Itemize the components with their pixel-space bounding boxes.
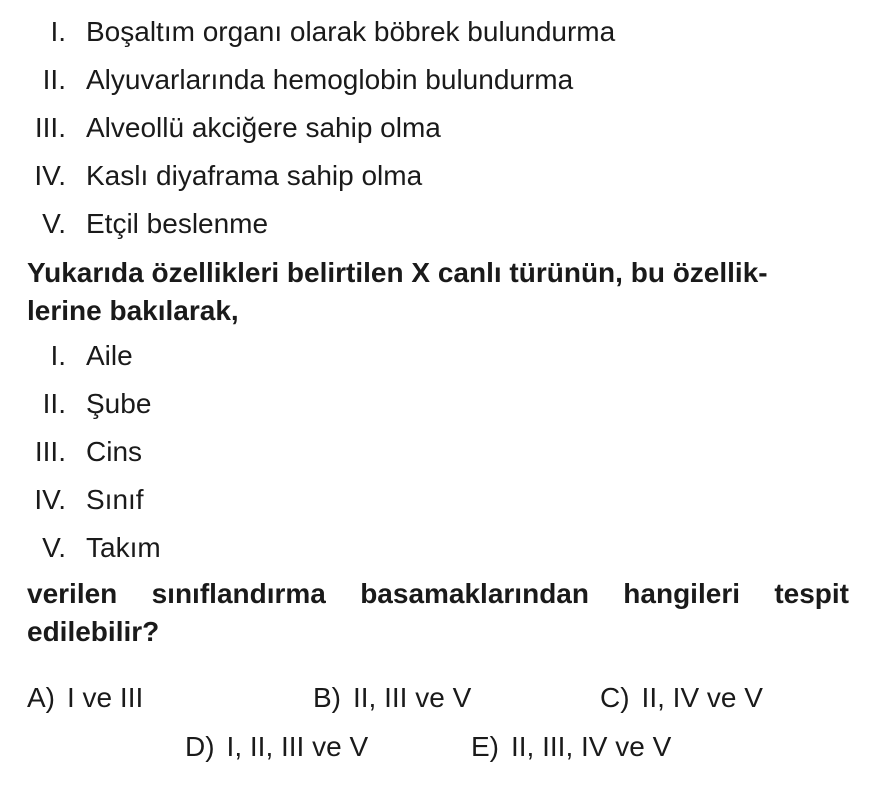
item-numeral: I. — [50, 340, 66, 371]
item-text: Aile — [86, 340, 133, 371]
option-letter: E) — [471, 731, 499, 762]
item-numeral: V. — [42, 208, 66, 239]
item-numeral: IV. — [34, 484, 66, 515]
stem-line: lerine bakılarak, — [27, 295, 239, 326]
option-text: I, II, III ve V — [226, 731, 369, 762]
option-text: II, III ve V — [353, 682, 472, 713]
item-text: Etçil beslenme — [86, 208, 269, 239]
item-numeral: III. — [34, 112, 66, 143]
item-text: Şube — [86, 388, 152, 419]
question-stem-intro — [27, 254, 849, 330]
item-text: Alveollü akciğere sahip olma — [86, 112, 441, 143]
stem-line: verilen sınıflandırma basamaklarından hangileri tespit — [27, 578, 849, 609]
item-text: Cins — [86, 436, 143, 467]
features-list — [0, 8, 894, 248]
answer-option-e[interactable] — [471, 727, 671, 767]
item-text: Sınıf — [86, 484, 144, 515]
classification-list — [0, 332, 894, 572]
feature-item — [0, 200, 894, 248]
stem-line: Yukarıda özellikleri belirtilen X canlı türünün, bu özellik- — [27, 257, 768, 288]
item-numeral: II. — [42, 388, 66, 419]
answer-option-b[interactable] — [313, 678, 471, 718]
feature-item — [0, 8, 894, 56]
feature-item — [0, 104, 894, 152]
option-letter: B) — [313, 682, 341, 713]
answer-option-a[interactable] — [27, 678, 143, 718]
classification-item — [0, 524, 894, 572]
answer-option-c[interactable] — [600, 678, 763, 718]
option-text: I ve III — [67, 682, 144, 713]
classification-item — [0, 428, 894, 476]
feature-item — [0, 152, 894, 200]
classification-item — [0, 476, 894, 524]
option-letter: A) — [27, 682, 55, 713]
feature-item — [0, 56, 894, 104]
item-numeral: IV. — [34, 160, 66, 191]
item-text: Kaslı diyaframa sahip olma — [86, 160, 423, 191]
option-text: II, III, IV ve V — [511, 731, 672, 762]
classification-item — [0, 380, 894, 428]
option-letter: C) — [600, 682, 630, 713]
option-text: II, IV ve V — [641, 682, 763, 713]
answer-option-d[interactable] — [185, 727, 368, 767]
item-text: Takım — [86, 532, 161, 563]
item-numeral: III. — [34, 436, 66, 467]
item-text: Alyuvarlarında hemoglobin bulundurma — [86, 64, 574, 95]
option-letter: D) — [185, 731, 215, 762]
item-numeral: I. — [50, 16, 66, 47]
item-text: Boşaltım organı olarak böbrek bulundurma — [86, 16, 616, 47]
item-numeral: V. — [42, 532, 66, 563]
question-stem — [27, 575, 849, 651]
stem-line: edilebilir? — [27, 616, 160, 647]
item-numeral: II. — [42, 64, 66, 95]
classification-item — [0, 332, 894, 380]
